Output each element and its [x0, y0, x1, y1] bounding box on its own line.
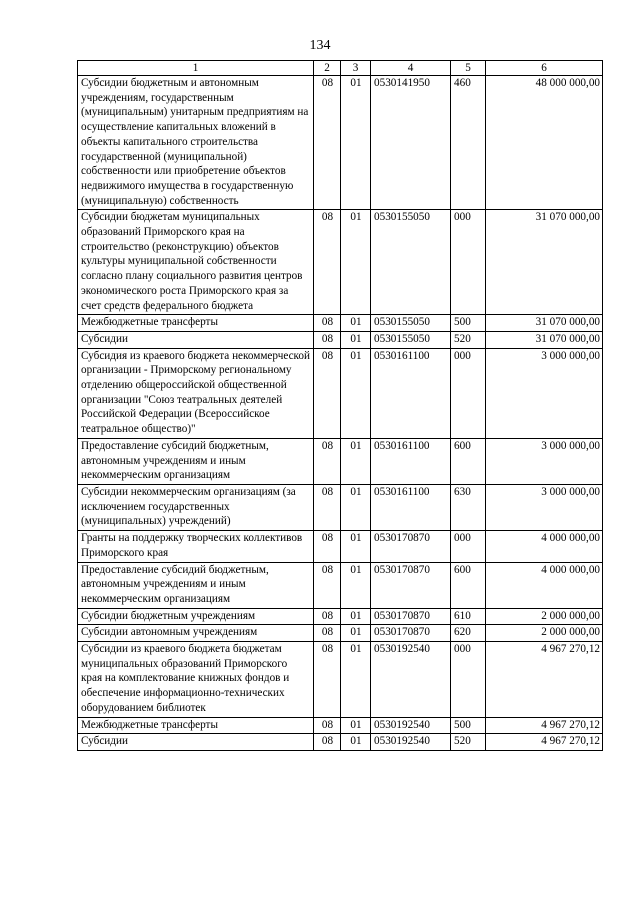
- row-type-cell: 000: [451, 210, 486, 315]
- header-cell: 6: [486, 61, 603, 76]
- row-subsection-cell: 01: [341, 531, 371, 562]
- row-amount-cell: 31 070 000,00: [486, 315, 603, 332]
- table-row: [78, 484, 603, 530]
- row-subsection-cell: 01: [341, 210, 371, 315]
- row-section-cell: 08: [314, 734, 341, 751]
- page-number: 134: [309, 38, 331, 53]
- table-row: [78, 734, 603, 751]
- row-type-cell: 500: [451, 315, 486, 332]
- row-section-cell: 08: [314, 625, 341, 642]
- row-subsection-cell: 01: [341, 642, 371, 718]
- row-amount-cell: 4 967 270,12: [486, 642, 603, 718]
- row-name-cell: Субсидии из краевого бюджета бюджетам муниципальных образований Приморского края на комплектование книжных фондов и обеспечение информационно-технических оборудованием библиотек: [78, 642, 314, 718]
- row-subsection-cell: 01: [341, 315, 371, 332]
- row-code-cell: 0530170870: [371, 562, 451, 608]
- row-type-cell: 500: [451, 717, 486, 734]
- row-amount-cell: 3 000 000,00: [486, 438, 603, 484]
- table-body: [78, 76, 603, 751]
- row-section-cell: 08: [314, 210, 341, 315]
- row-code-cell: 0530161100: [371, 348, 451, 438]
- row-subsection-cell: 01: [341, 331, 371, 348]
- row-section-cell: 08: [314, 76, 341, 210]
- table-row: [78, 315, 603, 332]
- row-amount-cell: 3 000 000,00: [486, 484, 603, 530]
- row-amount-cell: 31 070 000,00: [486, 210, 603, 315]
- row-subsection-cell: 01: [341, 625, 371, 642]
- header-cell: 4: [371, 61, 451, 76]
- row-type-cell: 630: [451, 484, 486, 530]
- row-name-cell: Предоставление субсидий бюджетным, автономным учреждениям и иным некоммерческим организациям: [78, 438, 314, 484]
- table-row: [78, 717, 603, 734]
- row-section-cell: 08: [314, 608, 341, 625]
- row-code-cell: 0530161100: [371, 438, 451, 484]
- row-subsection-cell: 01: [341, 608, 371, 625]
- row-type-cell: 620: [451, 625, 486, 642]
- row-amount-cell: 48 000 000,00: [486, 76, 603, 210]
- row-type-cell: 000: [451, 642, 486, 718]
- row-section-cell: 08: [314, 717, 341, 734]
- row-section-cell: 08: [314, 331, 341, 348]
- row-type-cell: 610: [451, 608, 486, 625]
- row-amount-cell: 3 000 000,00: [486, 348, 603, 438]
- budget-table: [77, 60, 603, 751]
- table-row: [78, 608, 603, 625]
- row-name-cell: Субсидии бюджетным учреждениям: [78, 608, 314, 625]
- table-row: [78, 562, 603, 608]
- row-type-cell: 520: [451, 734, 486, 751]
- table-row: [78, 210, 603, 315]
- row-type-cell: 600: [451, 562, 486, 608]
- row-name-cell: Субсидия из краевого бюджета некоммерческой организации - Приморскому региональному отделению общероссийской общественной организации "Союз театральных деятелей Российской Федерации (Всероссийское театральное общество)": [78, 348, 314, 438]
- row-amount-cell: 4 000 000,00: [486, 562, 603, 608]
- row-amount-cell: 4 000 000,00: [486, 531, 603, 562]
- row-section-cell: 08: [314, 642, 341, 718]
- row-name-cell: Субсидии: [78, 734, 314, 751]
- row-code-cell: 0530192540: [371, 642, 451, 718]
- row-subsection-cell: 01: [341, 717, 371, 734]
- row-subsection-cell: 01: [341, 734, 371, 751]
- row-name-cell: Субсидии автономным учреждениям: [78, 625, 314, 642]
- table-row: [78, 438, 603, 484]
- row-code-cell: 0530192540: [371, 734, 451, 751]
- row-type-cell: 000: [451, 348, 486, 438]
- row-name-cell: Предоставление субсидий бюджетным, автономным учреждениям и иным некоммерческим организациям: [78, 562, 314, 608]
- table-row: [78, 625, 603, 642]
- row-code-cell: 0530170870: [371, 625, 451, 642]
- row-type-cell: 600: [451, 438, 486, 484]
- table-row: [78, 331, 603, 348]
- row-name-cell: Субсидии некоммерческим организациям (за исключением государственных (муниципальных) учреждений): [78, 484, 314, 530]
- row-name-cell: Гранты на поддержку творческих коллективов Приморского края: [78, 531, 314, 562]
- row-subsection-cell: 01: [341, 348, 371, 438]
- row-type-cell: 520: [451, 331, 486, 348]
- row-amount-cell: 2 000 000,00: [486, 608, 603, 625]
- table-row: [78, 531, 603, 562]
- row-subsection-cell: 01: [341, 438, 371, 484]
- row-name-cell: Субсидии: [78, 331, 314, 348]
- row-code-cell: 0530170870: [371, 608, 451, 625]
- table-row: [78, 76, 603, 210]
- row-name-cell: Межбюджетные трансферты: [78, 315, 314, 332]
- table-row: [78, 642, 603, 718]
- header-cell: 5: [451, 61, 486, 76]
- row-section-cell: 08: [314, 348, 341, 438]
- row-code-cell: 0530161100: [371, 484, 451, 530]
- header-cell: 2: [314, 61, 341, 76]
- row-amount-cell: 4 967 270,12: [486, 717, 603, 734]
- row-code-cell: 0530155050: [371, 210, 451, 315]
- row-type-cell: 000: [451, 531, 486, 562]
- row-section-cell: 08: [314, 562, 341, 608]
- row-code-cell: 0530141950: [371, 76, 451, 210]
- row-code-cell: 0530155050: [371, 315, 451, 332]
- row-section-cell: 08: [314, 531, 341, 562]
- row-code-cell: 0530192540: [371, 717, 451, 734]
- row-subsection-cell: 01: [341, 76, 371, 210]
- table-row: [78, 348, 603, 438]
- row-name-cell: Субсидии бюджетам муниципальных образований Приморского края на строительство (реконструкцию) объектов культуры муниципальной собственности согласно плану социального развития центров экономического роста Приморского края за счет средств федерального бюджета: [78, 210, 314, 315]
- row-amount-cell: 2 000 000,00: [486, 625, 603, 642]
- row-code-cell: 0530170870: [371, 531, 451, 562]
- row-subsection-cell: 01: [341, 562, 371, 608]
- row-name-cell: Межбюджетные трансферты: [78, 717, 314, 734]
- row-section-cell: 08: [314, 315, 341, 332]
- row-name-cell: Субсидии бюджетным и автономным учреждениям, государственным (муниципальным) унитарным предприятиям на осуществление капитальных вложений в объекты капитального строительства государственной (муниципальной) собственности или приобретение объектов недвижимого имущества в государственную (муниципальную) собственность: [78, 76, 314, 210]
- header-cell: 3: [341, 61, 371, 76]
- table-header-row: [78, 61, 603, 76]
- row-section-cell: 08: [314, 438, 341, 484]
- row-amount-cell: 31 070 000,00: [486, 331, 603, 348]
- row-amount-cell: 4 967 270,12: [486, 734, 603, 751]
- row-section-cell: 08: [314, 484, 341, 530]
- row-subsection-cell: 01: [341, 484, 371, 530]
- row-type-cell: 460: [451, 76, 486, 210]
- header-cell: 1: [78, 61, 314, 76]
- row-code-cell: 0530155050: [371, 331, 451, 348]
